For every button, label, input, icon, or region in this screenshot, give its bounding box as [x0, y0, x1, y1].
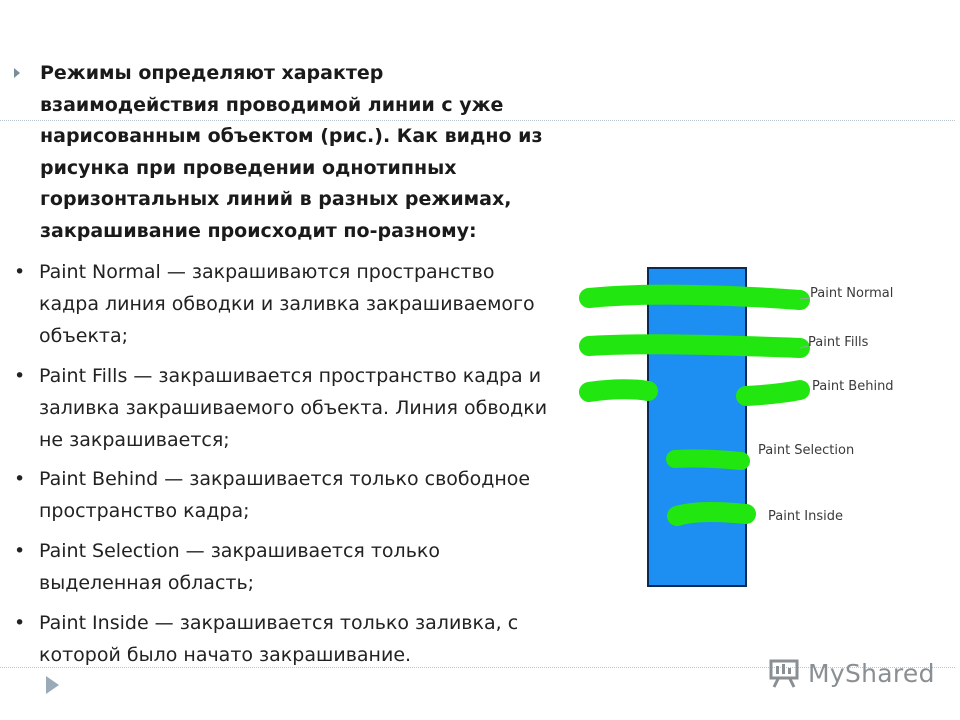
stroke-paint-selection	[675, 459, 741, 461]
item-text: Paint Selection — закрашивается только выделенная область;	[39, 540, 441, 594]
stroke-paint-inside	[677, 512, 746, 516]
stroke-paint-behind-left	[589, 389, 648, 392]
item-text: Paint Normal — закрашиваются пространство кадра линия обводки и заливка закрашиваемого объекта;	[39, 261, 535, 347]
stroke-paint-behind-right	[746, 390, 800, 396]
item-text: Paint Behind — закрашивается только свободное пространство кадра;	[39, 468, 531, 522]
intro-paragraph: Режимы определяют характер взаимодействия проводимой линии с уже нарисованным объектом (рис.). Как видно из рисунка при проведении однотипных горизонтальных линий в разных режимах, закрашивание происходит по-разному:	[40, 62, 543, 242]
stroke-paint-fills	[589, 344, 800, 348]
label-paint-selection: Paint Selection	[758, 443, 855, 458]
myshared-logo	[768, 654, 935, 692]
bullet-dot: •	[14, 365, 26, 387]
presentation-board-icon	[768, 658, 800, 688]
list-item-paint-behind	[14, 463, 554, 527]
list-item-paint-normal	[14, 256, 554, 352]
label-paint-inside: Paint Inside	[768, 509, 844, 524]
label-paint-normal: Paint Normal	[810, 286, 894, 301]
label-paint-fills: Paint Fills	[808, 335, 869, 350]
bullet-dot: •	[14, 261, 26, 283]
list-item-paint-selection	[14, 535, 554, 599]
bullet-dot: •	[14, 612, 26, 634]
list-item-paint-fills	[14, 360, 554, 456]
blue-object-bar	[648, 268, 746, 586]
stroke-paint-normal	[589, 295, 800, 300]
bullet-dot: •	[14, 468, 26, 490]
logo-text: MyShared	[808, 658, 935, 688]
bullet-triangle-icon	[14, 68, 20, 78]
item-text: Paint Inside — закрашивается только заливка, с которой было начато закрашивание.	[39, 612, 519, 666]
bullet-dot: •	[14, 540, 26, 562]
list-item-paint-inside	[14, 607, 554, 671]
next-slide-triangle-icon[interactable]	[46, 676, 59, 694]
item-text: Paint Fills — закрашивается пространство кадра и заливка закрашиваемого объекта. Линия обводки не закрашивается;	[39, 365, 548, 451]
label-paint-behind: Paint Behind	[812, 379, 894, 394]
brush-modes-figure	[575, 262, 915, 592]
